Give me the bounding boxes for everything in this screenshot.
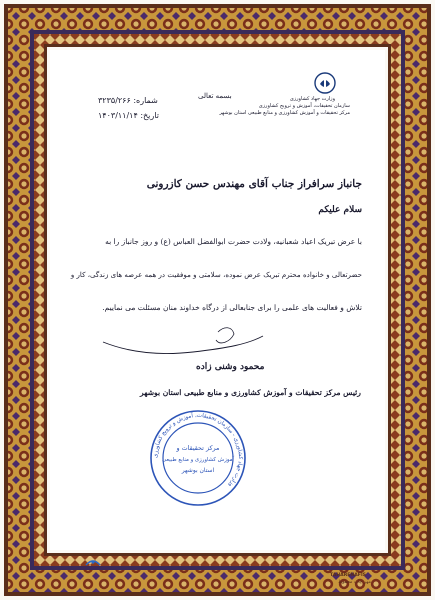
letterhead-center: مرکز تحقیقات و آموزش کشاورزی و منابع طبیعی استان بوشهر — [219, 110, 350, 116]
greeting: سلام علیکم — [318, 205, 362, 215]
official-stamp — [148, 408, 248, 508]
stamp-ring-text: وزارت جهاد کشاورزی - سازمان تحقیقات، آموزش و ترویج کشاورزی — [152, 412, 244, 489]
ministry-emblem-icon — [314, 72, 336, 94]
body-line-3: تلاش و فعالیت های علمی را برای جنابعالی از درگاه خداوند منان مسئلت می نماییم. — [102, 303, 362, 312]
recipient: جانباز سرافراز جناب آقای مهندس حسن کازرونی — [146, 178, 362, 190]
letter-number — [98, 96, 158, 105]
body-line-1: با عرض تبریک اعیاد شعبانیه، ولادت حضرت ابوالفضل العباس (ع) و روز جانباز را به — [105, 237, 362, 246]
letter-date-value: ۱۴۰۳/۱۱/۱۴ — [98, 111, 138, 120]
body-line-2: حضرتعالی و خانواده محترم تبریک عرض نموده، سلامتی و موفقیت در همه عرصه های زندگی، کار و — [70, 270, 362, 279]
basmala: بسمه تعالی — [198, 92, 232, 100]
handwritten-signature — [98, 322, 268, 362]
letter-date — [98, 111, 159, 120]
footer-right-brand: TAHARENAFIS — [330, 573, 366, 578]
signatory-title: رئیس مرکز تحقیقات و آموزش کشاورزی و منابع طبیعی استان بوشهر — [140, 388, 361, 397]
stamp-line-1: مرکز تحقیقات و — [176, 444, 220, 452]
letterhead-ministry: وزارت جهاد کشاورزی — [289, 96, 335, 102]
stamp-line-2: آموزش کشاورزی و منابع طبیعی — [161, 457, 235, 463]
stamp-line-3: استان بوشهر — [181, 467, 215, 474]
letter-number-value: ۳۲۳۵/۲۶۶ — [98, 96, 131, 105]
footer-right-caption: مهر چاپ محفوظ — [338, 580, 371, 585]
letterhead-organization: سازمان تحقیقات، آموزش و ترویج کشاورزی — [258, 103, 350, 109]
letter-number-label: شماره: — [133, 96, 158, 105]
signatory-name: محمود وشنی زاده — [196, 362, 265, 372]
printer-logo-icon — [84, 556, 102, 568]
letter-date-label: تاریخ: — [140, 111, 159, 120]
